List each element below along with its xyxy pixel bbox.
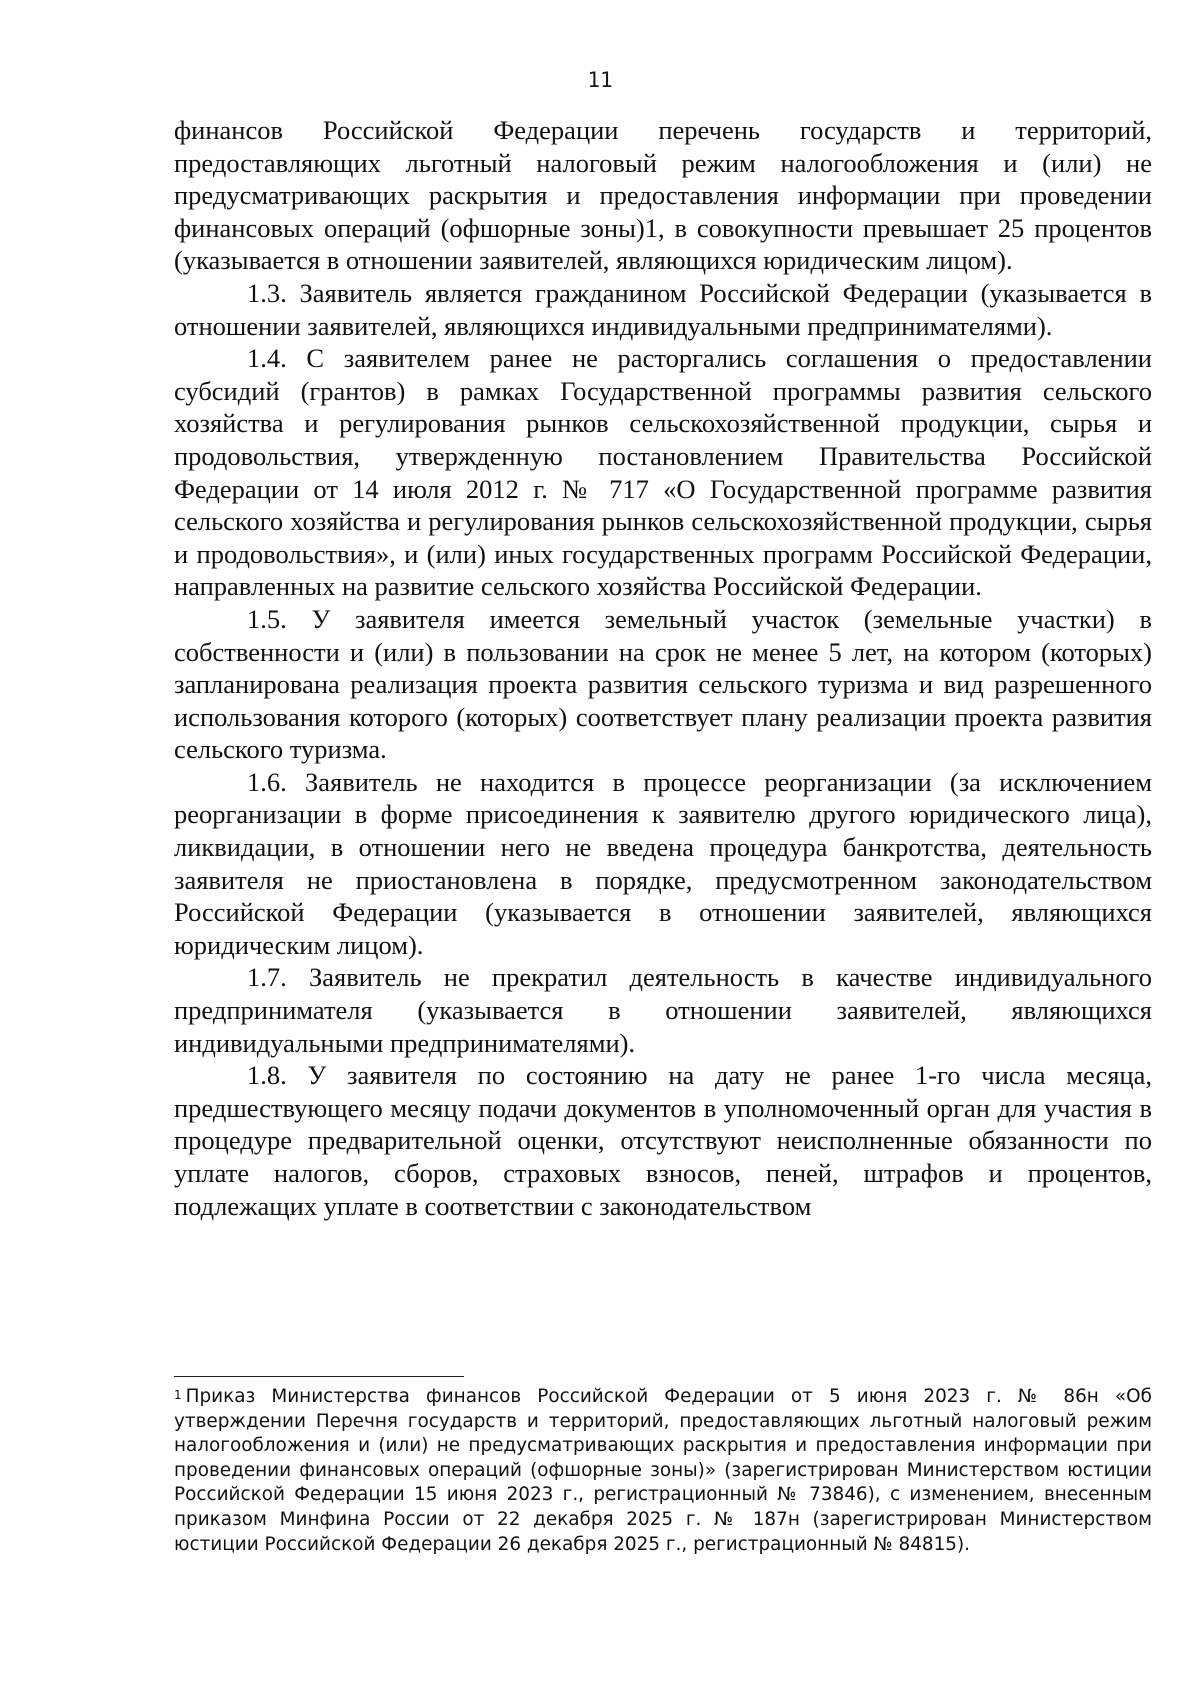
- paragraph-1-8: 1.8. У заявителя по состоянию на дату не ранее 1-го числа месяца, предшествующего месяцу подачи документов в уполномоченный орган для участия в процедуре предварительной оценки, отсутствуют неисполненные обязанности по уплате налогов, сборов, страховых взносов, пеней, штрафов и процентов, подлежащих уплате в соответствии с законодательством: [174, 1060, 1152, 1221]
- footnote: [174, 1385, 1152, 1557]
- paragraph-1-3: 1.3. Заявитель является гражданином Российской Федерации (указывается в отношении заявителей, являющихся индивидуальными предпринимателями).: [174, 277, 1152, 341]
- paragraph-1-6: 1.6. Заявитель не находится в процессе реорганизации (за исключением реорганизации в форме присоединения к заявителю другого юридического лица), ликвидации, в отношении него не введена процедура банкротства, деятельность заявителя не приостановлена в порядке, предусмотренном законодательством Российской Федерации (указывается в отношении заявителей, являющихся юридическим лицом).: [174, 766, 1152, 960]
- paragraph-1-4: 1.4. С заявителем ранее не расторгались соглашения о предоставлении субсидий (грантов) в рамках Государственной программы развития сельского хозяйства и регулирования рынков сельскохозяйственной продукции, сырья и продовольствия, утвержденную постановлением Правительства Российской Федерации от 14 июля 2012 г. № 717 «О Государственной программе развития сельского хозяйства и регулирования рынков сельскохозяйственной продукции, сырья и продовольствия», и (или) иных государственных программ Российской Федерации, направленных на развитие сельского хозяйства Российской Федерации.: [174, 343, 1152, 602]
- main-text: [174, 114, 1152, 1222]
- paragraph-1-5: 1.5. У заявителя имеется земельный участок (земельные участки) в собственности и (или) в пользовании на срок не менее 5 лет, на котором (которых) запланирована реализация проекта развития сельского туризма и вид разрешенного использования которого (которых) соответствует плану реализации проекта развития сельского туризма.: [174, 603, 1152, 765]
- page-number: 11: [587, 68, 613, 92]
- footnote-text: Приказ Министерства финансов Российской Федерации от 5 июня 2023 г. № 86н «Об утверждении Перечня государств и территорий, предоставляющих льготный налоговый режим налогообложения и (или) не предусматривающих раскрытия и предоставления информации при проведении финансовых операций (офшорные зоны)» (зарегистрирован Министерством юстиции Российской Федерации 15 июня 2023 г., регистрационный № 73846), с изменением, внесенным приказом Минфина России от 22 декабря 2025 г. № 187н (зарегистрирован Министерством юстиции Российской Федерации 26 декабря 2025 г., регистрационный № 84815).: [174, 1386, 1152, 1555]
- paragraph-1-7: 1.7. Заявитель не прекратил деятельность в качестве индивидуального предпринимателя (указывается в отношении заявителей, являющихся индивидуальными предпринимателями).: [174, 962, 1152, 1058]
- paragraph-continuation: финансов Российской Федерации перечень государств и территорий, предоставляющих льготный налоговый режим налогообложения и (или) не предусматривающих раскрытия и предоставления информации при проведении финансовых операций (офшорные зоны)1, в совокупности превышает 25 процентов (указывается в отношении заявителей, являющихся юридическим лицом).: [174, 115, 1152, 276]
- footnote-separator: [174, 1376, 464, 1377]
- footnote-marker: 1: [174, 1388, 182, 1402]
